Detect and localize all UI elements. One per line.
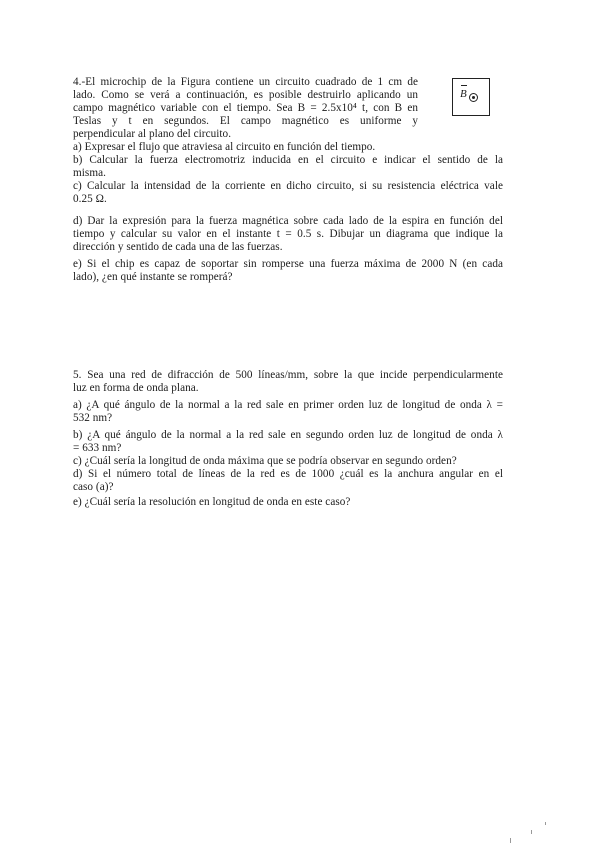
problem-5-line: b) ¿A qué ángulo de la normal a la red sale en segundo orden luz de longitud de onda λ [73, 429, 503, 441]
problem-5-line: a) ¿A qué ángulo de la normal a la red sale en primer orden luz de longitud de onda λ = [73, 399, 503, 411]
problem-5-line: 5. Sea una red de difracción de 500 líneas/mm, sobre la que incide perpendicularmente [73, 369, 503, 381]
problem-5-line: 532 nm? [73, 412, 113, 424]
problem-4-line: lado. Como se verá a continuación, es posible destruirlo aplicando un [73, 89, 418, 101]
problem-4-line: dirección y sentido de cada una de las fuerzas. [73, 241, 283, 253]
field-out-of-page-icon [469, 93, 478, 102]
problem-4-line: campo magnético variable con el tiempo. Sea B = 2.5x10⁴ t, con B en [73, 102, 418, 114]
problem-5-line: luz en forma de onda plana. [73, 382, 199, 394]
problem-4-line: d) Dar la expresión para la fuerza magnética sobre cada lado de la espira en función del [73, 215, 503, 227]
problem-4-line: b) Calcular la fuerza electromotriz inducida en el circuito e indicar el sentido de la [73, 154, 503, 166]
problem-5-line: e) ¿Cuál sería la resolución en longitud de onda en este caso? [73, 496, 351, 508]
problem-5-line: d) Si el número total de líneas de la red es de 1000 ¿cuál es la anchura angular en el [73, 468, 503, 480]
problem-4-line: 0.25 Ω. [73, 193, 107, 205]
problem-5-line: c) ¿Cuál sería la longitud de onda máxima que se podría observar en segundo orden? [73, 455, 457, 467]
problem-4-line: misma. [73, 167, 106, 179]
problem-4-line: Teslas y t en segundos. El campo magnético es uniforme y [73, 115, 418, 127]
problem-4-line: a) Expresar el flujo que atraviesa al circuito en función del tiempo. [73, 141, 376, 153]
problem-4-line: c) Calcular la intensidad de la corriente en dicho circuito, si su resistencia eléctrica vale [73, 180, 503, 192]
problem-5-line: caso (a)? [73, 481, 114, 493]
problem-4-line: e) Si el chip es capaz de soportar sin romperse una fuerza máxima de 2000 N (en cada [73, 258, 503, 270]
problem-4-line: 4.-El microchip de la Figura contiene un circuito cuadrado de 1 cm de [73, 76, 418, 88]
problem-4-line: lado), ¿en qué instante se romperá? [73, 271, 233, 283]
scan-speck [531, 830, 532, 834]
problem-5-line: = 633 nm? [73, 442, 122, 454]
magnetic-field-label: B [460, 88, 467, 100]
microchip-figure [452, 78, 490, 116]
scan-speck [545, 822, 546, 825]
problem-4-line: perpendicular al plano del circuito. [73, 128, 232, 140]
problem-4-line: tiempo y calcular su valor en el instante t = 0.5 s. Dibujar un diagrama que indique la [73, 228, 503, 240]
scan-speck [510, 838, 511, 843]
